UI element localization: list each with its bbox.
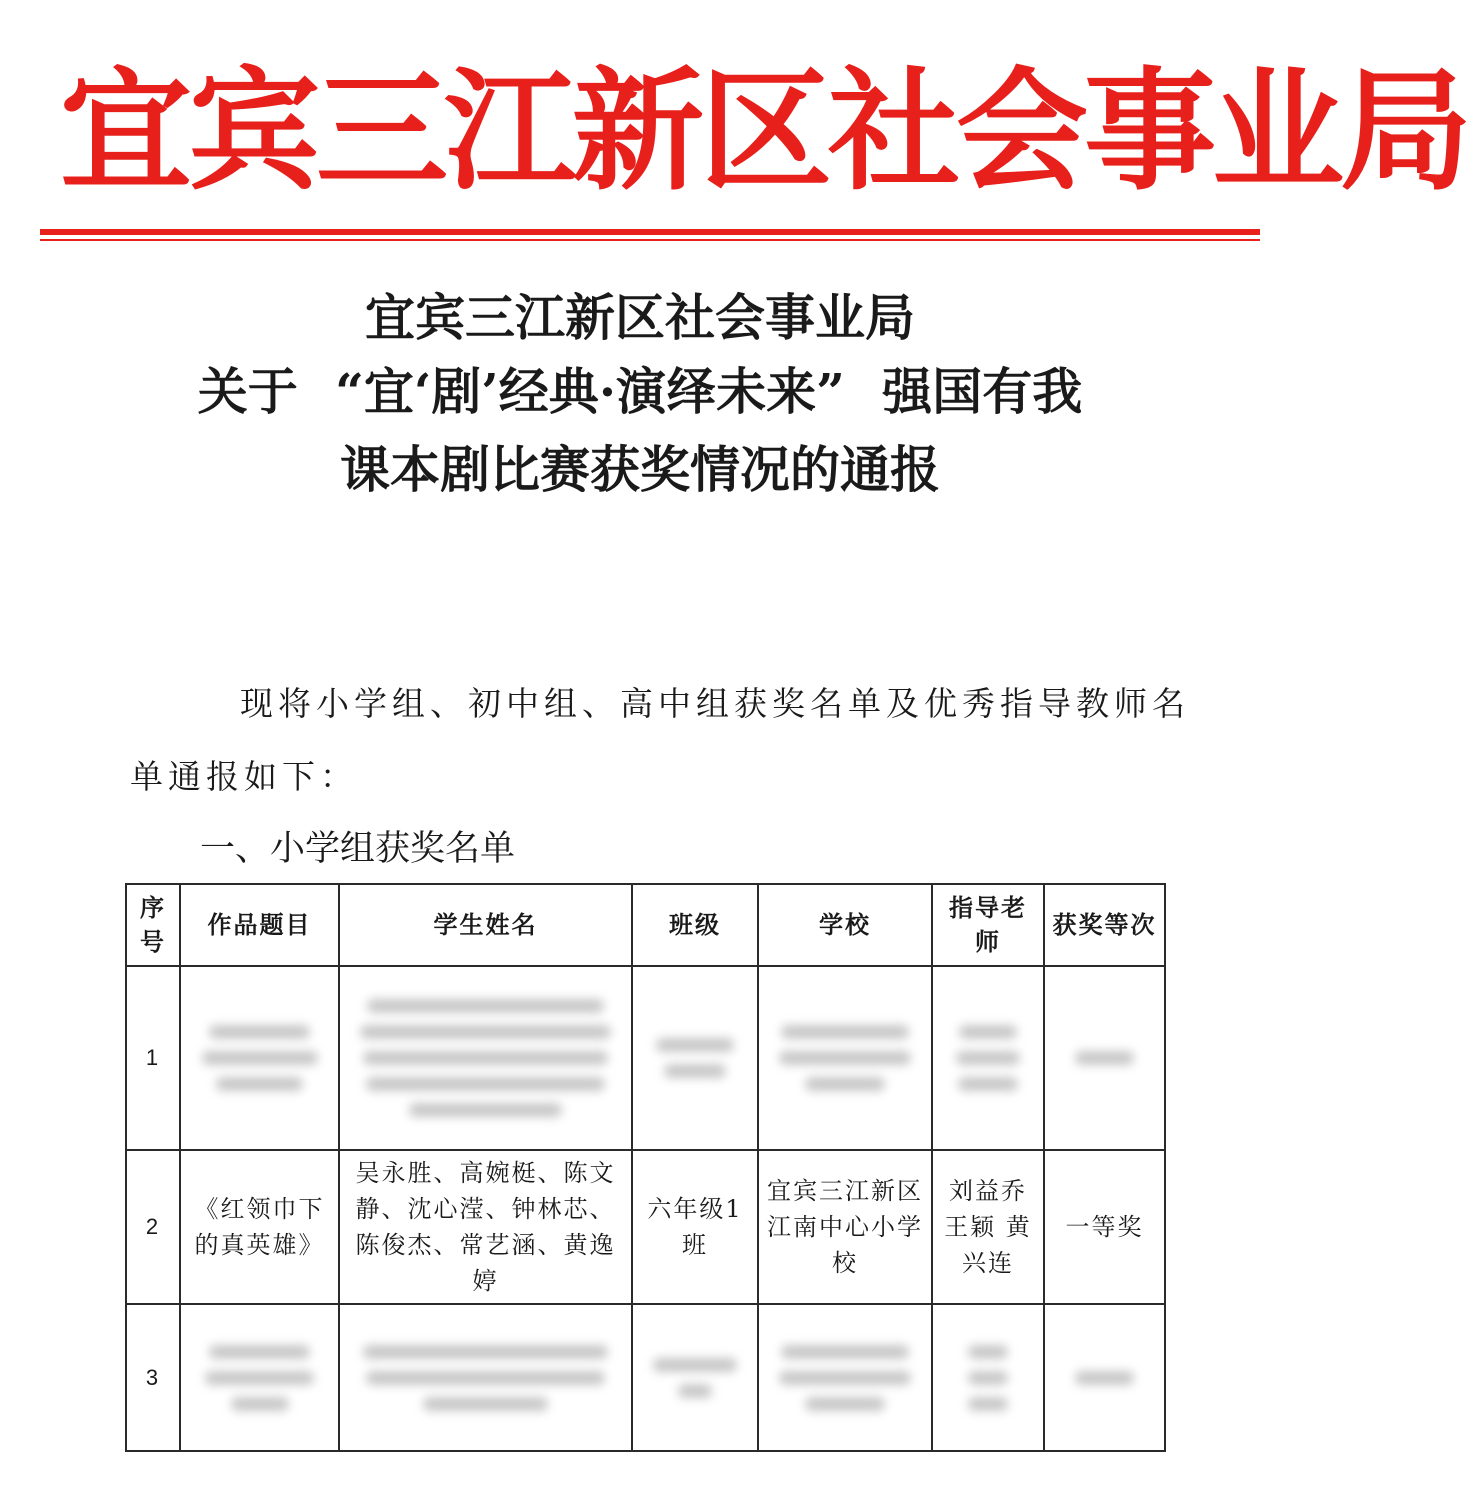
red-divider-thin (40, 239, 1260, 241)
header-award: 获奖等次 (1044, 884, 1165, 966)
blurred-cell (932, 966, 1044, 1150)
blurred-cell (758, 966, 932, 1150)
header-students: 学生姓名 (339, 884, 632, 966)
table-row (126, 1150, 1165, 1304)
row-school: 宜宾三江新区江南中心小学校 (758, 1150, 932, 1304)
row-title: 《红领巾下的真英雄》 (180, 1150, 339, 1304)
row-index: 2 (126, 1150, 180, 1304)
blurred-cell (339, 966, 632, 1150)
header-index: 序号 (126, 884, 180, 966)
row-students: 吴永胜、高婉梃、陈文静、沈心滢、钟林芯、陈俊杰、常艺涵、黄逸婷 (339, 1150, 632, 1304)
document-title-line2: 关于 “宜‘剧’经典·演绎未来” 强国有我 (197, 362, 1083, 421)
blurred-cell (932, 1304, 1044, 1451)
document-title-line3: 课本剧比赛获奖情况的通报 (340, 440, 940, 499)
blurred-cell (632, 966, 758, 1150)
blurred-cell (758, 1304, 932, 1451)
masthead-title: 宜宾三江新区社会事业局 (60, 54, 1468, 209)
table-header-row (126, 884, 1165, 966)
blurred-cell (339, 1304, 632, 1451)
blurred-cell (1044, 1304, 1165, 1451)
header-class: 班级 (632, 884, 758, 966)
row-class: 六年级1班 (632, 1150, 758, 1304)
red-divider-thick (40, 229, 1260, 235)
header-title: 作品题目 (180, 884, 339, 966)
document-title-line1: 宜宾三江新区社会事业局 (365, 288, 915, 347)
intro-paragraph-line2: 单通报如下： (130, 757, 358, 796)
award-table (125, 883, 1166, 1452)
blurred-cell (1044, 966, 1165, 1150)
blurred-cell (180, 966, 339, 1150)
row-index: 1 (126, 966, 180, 1150)
table-row (126, 966, 1165, 1150)
intro-paragraph-line1: 现将小学组、初中组、高中组获奖名单及优秀指导教师名 (240, 684, 1190, 723)
row-award: 一等奖 (1044, 1150, 1165, 1304)
blurred-cell (180, 1304, 339, 1451)
header-school: 学校 (758, 884, 932, 966)
blurred-cell (632, 1304, 758, 1451)
row-index: 3 (126, 1304, 180, 1451)
section-heading-primary-group: 一、小学组获奖名单 (200, 829, 516, 869)
row-teachers: 刘益乔 王颖 黄兴连 (932, 1150, 1044, 1304)
table-row (126, 1304, 1165, 1451)
header-teachers: 指导老师 (932, 884, 1044, 966)
